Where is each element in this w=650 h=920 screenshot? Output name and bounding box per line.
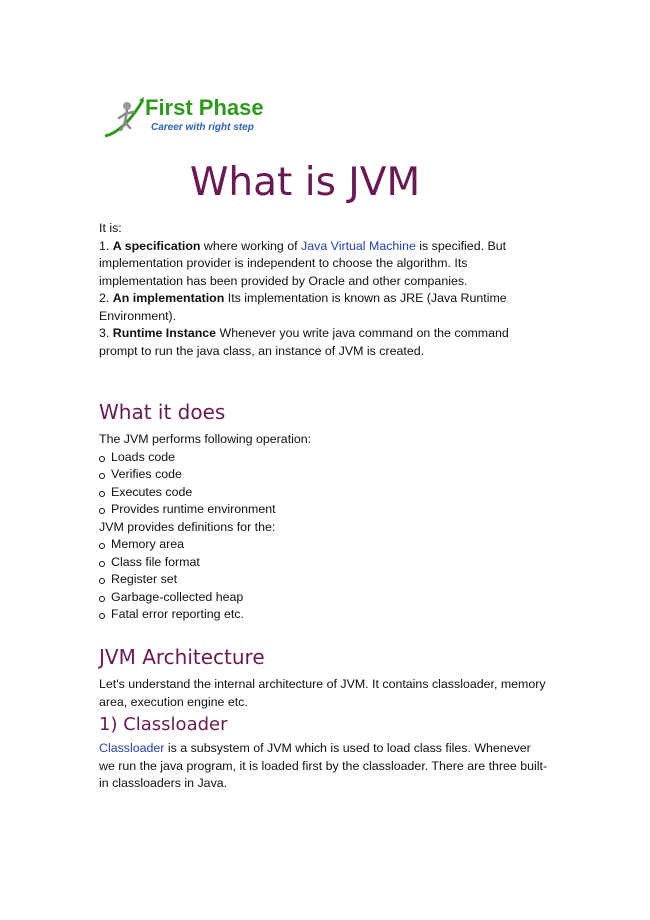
list-item: Garbage-collected heap	[99, 589, 549, 607]
item-text: Its implementation is known as JRE (Java Runtime Environment).	[99, 291, 507, 323]
page-title: What is JVM	[189, 160, 421, 205]
architecture-section	[99, 676, 549, 711]
classloader-heading: 1) Classloader	[99, 714, 228, 735]
list-item: Provides runtime environment	[99, 501, 549, 519]
list-item: Verifies code	[99, 466, 549, 484]
classloader-section	[99, 740, 549, 793]
item-number: 2.	[99, 291, 110, 305]
operations-list	[99, 449, 549, 519]
classloader-link[interactable]: Classloader	[99, 741, 165, 755]
logo-tagline: Career with right step	[151, 122, 254, 133]
definitions-intro: JVM provides definitions for the:	[99, 519, 276, 534]
java-virtual-machine-link[interactable]: Java Virtual Machine	[301, 238, 416, 253]
list-item: Loads code	[99, 449, 549, 467]
list-item: Memory area	[99, 536, 549, 554]
architecture-text: Let's understand the internal architecture of JVM. It contains classloader, memory area, execution engine etc.	[99, 677, 546, 709]
list-item: Executes code	[99, 484, 549, 502]
intro-item-2	[99, 290, 549, 325]
classloader-text	[99, 740, 549, 793]
item-number: 1.	[99, 238, 110, 253]
list-item: Register set	[99, 571, 549, 589]
intro-item-3	[99, 325, 549, 360]
list-item: Fatal error reporting etc.	[99, 606, 549, 624]
jvm-architecture-heading: JVM Architecture	[99, 645, 265, 669]
operations-intro: The JVM performs following operation:	[99, 432, 312, 446]
item-term: Runtime Instance	[112, 326, 217, 340]
item-number: 3.	[99, 326, 110, 340]
item-text: is specified. But implementation provider is independent to choose the algorithm. Its implementation has been provided by Oracle and other companies.	[99, 238, 507, 288]
item-text: Whenever you write java command on the command prompt to run the java class, an instance of JVM is created.	[99, 326, 509, 358]
intro-lead: It is:	[99, 221, 122, 235]
climbing-figure-icon	[103, 94, 147, 140]
definitions-list	[99, 536, 549, 624]
logo-name: First Phase	[145, 95, 264, 120]
item-text: where working of	[200, 238, 302, 253]
what-it-does-section	[99, 431, 549, 624]
item-term: A specification	[112, 238, 201, 253]
intro-section	[99, 220, 549, 360]
classloader-description: is a subsystem of JVM which is used to load class files. Whenever we run the java program, it is loaded first by the classloader. There are three built-in classloaders in Java.	[99, 741, 548, 790]
item-term: An implementation	[112, 291, 225, 305]
intro-item-1	[99, 238, 549, 291]
what-it-does-heading: What it does	[99, 400, 226, 424]
list-item: Class file format	[99, 554, 549, 572]
first-phase-logo	[103, 94, 273, 140]
